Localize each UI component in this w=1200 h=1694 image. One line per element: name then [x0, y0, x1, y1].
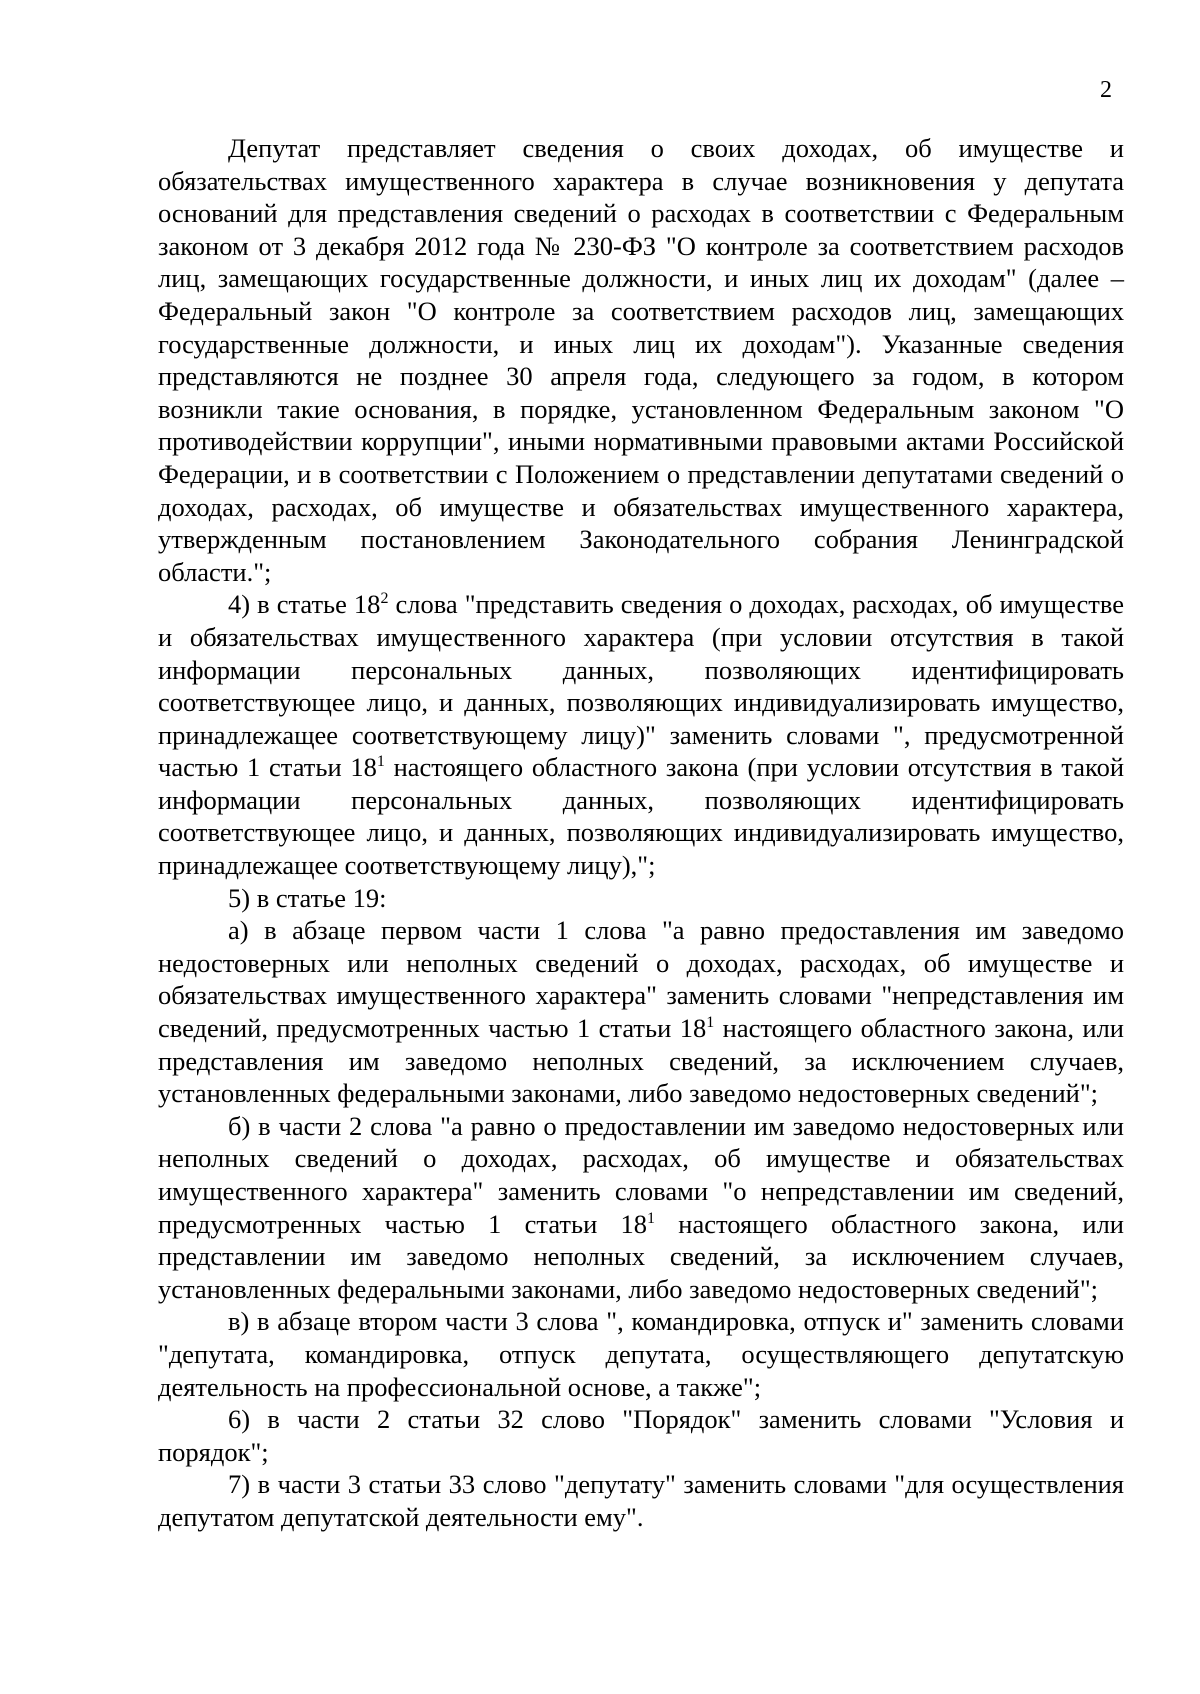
paragraph-item-5b	[158, 1110, 1124, 1306]
paragraph-text-segment: а) в абзаце первом части 1 слова "а равно предоставления им заведомо недостоверных или неполных сведений о доходах, расходах, об имуществе и обязательствах имущественного характера" заменить словами "непредставления им сведений, предусмотренных частью 1 статьи 18	[158, 915, 1124, 1044]
paragraph-text-segment: 4) в статье 18	[228, 589, 381, 620]
paragraph-text-segment: б) в части 2 слова "а равно о предоставлении им заведомо недостоверных или неполных сведений о доходах, расходах, об имуществе и обязательствах имущественного характера" заменить словами "о непредставлении им сведений, предусмотренных частью 1 статьи 18	[158, 1110, 1124, 1239]
paragraph-item-6: 6) в части 2 статьи 32 слово "Порядок" заменить словами "Условия и порядок";	[158, 1404, 1124, 1467]
superscript-article-number: 1	[706, 1014, 715, 1032]
document-body	[158, 132, 1124, 1534]
paragraph-item-5a	[158, 914, 1124, 1110]
paragraph-item-5: 5) в статье 19:	[228, 882, 387, 913]
superscript-article-number: 2	[380, 590, 389, 608]
paragraph-item-7: 7) в части 3 статьи 33 слово "депутату" заменить словами "для осуществления депутатом депутатской деятельности ему".	[158, 1469, 1124, 1532]
paragraph-text-segment: слова "представить сведения о доходах, расходах, об имуществе и обязательствах имущественного характера (при условии отсутствия в такой информации персональных данных, позволяющих идентифицировать соответствующее лицо, и данных, позволяющих индивидуализировать имущество, принадлежащее соответствующему лицу)" заменить словами ", предусмотренной частью 1 статьи 18	[158, 589, 1124, 783]
superscript-article-number: 1	[647, 1209, 656, 1227]
paragraph-text-segment: настоящего областного закона, или представления им заведомо неполных сведений, за исключением случаев, установленных федеральными законами, либо заведомо недостоверных сведений";	[158, 1013, 1124, 1109]
paragraph-deputy-income-info: Депутат представляет сведения о своих доходах, об имуществе и обязательствах имущественного характера в случае возникновения у депутата оснований для представления сведений о расходах в соответствии с Федеральным законом от 3 декабря 2012 года № 230-ФЗ "О контроле за соответствием расходов лиц, замещающих государственные должности, и иных лиц их доходам" (далее – Федеральный закон "О контроле за соответствием расходов лиц, замещающих государственные должности, и иных лиц их доходам"). Указанные сведения представляются не позднее 30 апреля года, следующего за годом, в котором возникли такие основания, в порядке, установленном Федеральным законом "О противодействии коррупции", иными нормативными правовыми актами Российской Федерации, и в соответствии с Положением о представлении депутатами сведений о доходах, расходах, об имуществе и обязательствах имущественного характера, утвержденным постановлением Законодательного собрания Ленинградской области.";	[158, 133, 1124, 587]
paragraph-item-4	[158, 588, 1124, 881]
page-number: 2	[1100, 77, 1112, 103]
superscript-article-number: 1	[376, 753, 385, 771]
paragraph-item-5v: в) в абзаце втором части 3 слова ", командировка, отпуск и" заменить словами "депутата, командировка, отпуск депутата, осуществляющего депутатскую деятельность на профессиональной основе, а также";	[158, 1306, 1124, 1402]
paragraph-text-segment: настоящего областного закона, или представлении им заведомо неполных сведений, за исключением случаев, установленных федеральными законами, либо заведомо недостоверных сведений";	[158, 1208, 1124, 1304]
paragraph-text-segment: настоящего областного закона (при условии отсутствия в такой информации персональных данных, позволяющих идентифицировать соответствующее лицо, и данных, позволяющих индивидуализировать имущество, принадлежащее соответствующему лицу),";	[158, 752, 1125, 881]
